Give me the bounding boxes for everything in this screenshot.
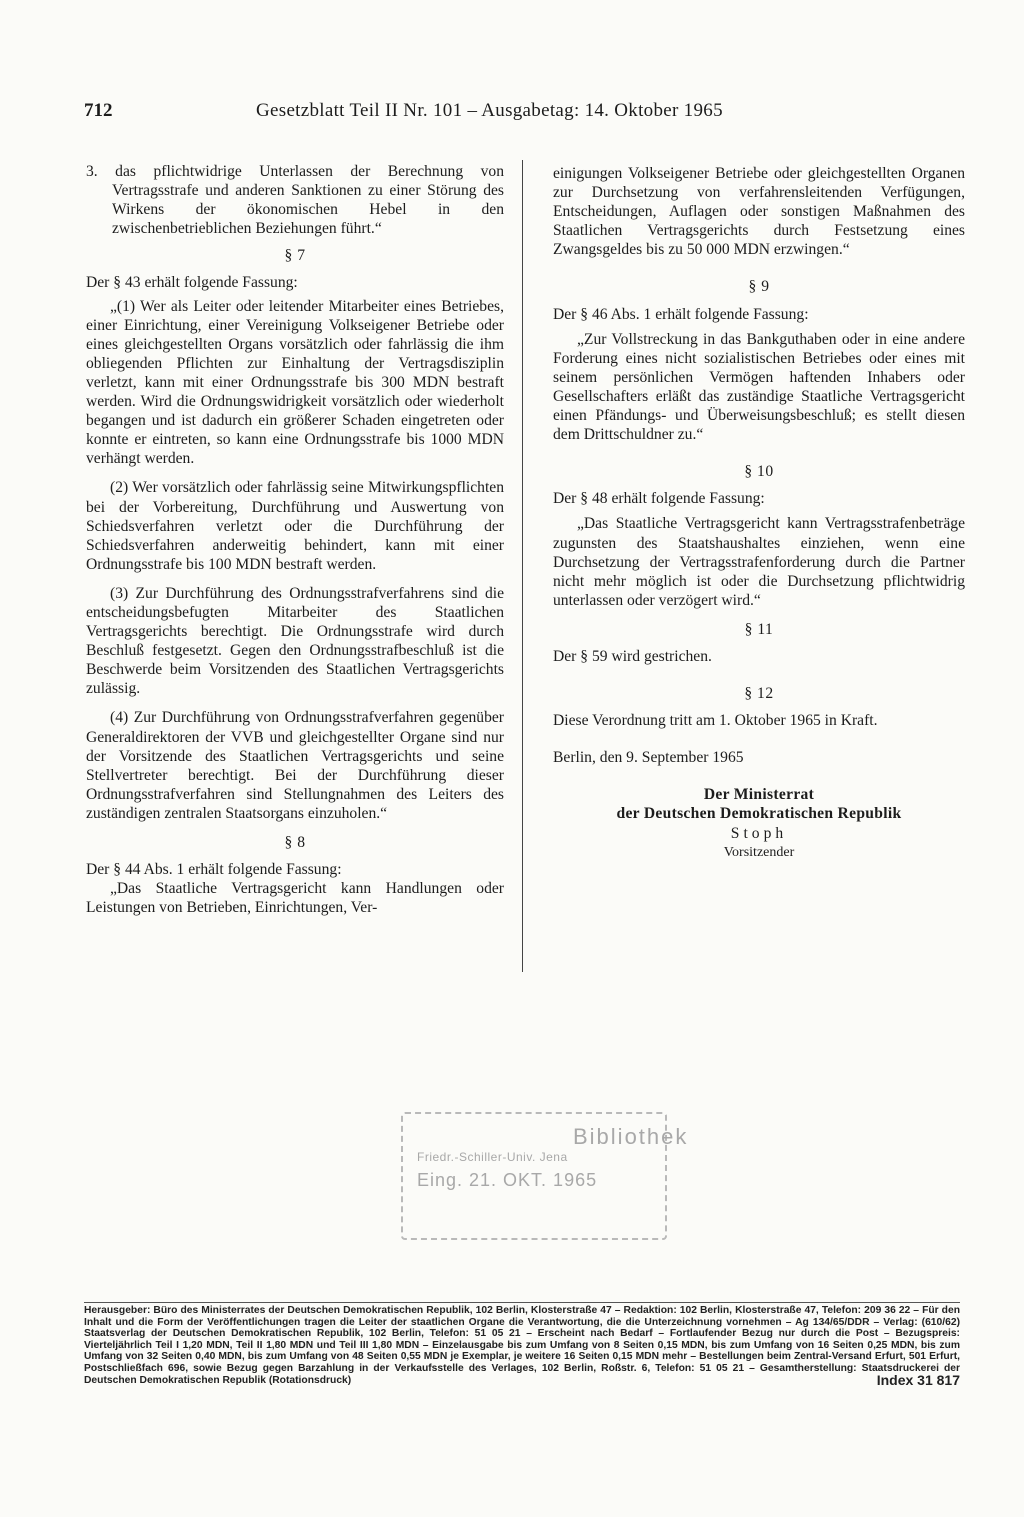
publisher-imprint — [84, 1302, 960, 1386]
section-11-heading: § 11 — [744, 620, 774, 638]
gazette-title: Gesetzblatt Teil II Nr. 101 – Ausgabetag: 14. Oktober 1965 — [256, 100, 723, 121]
date-line: Berlin, den 9. September 1965 — [553, 749, 744, 767]
section-10-intro: Der § 48 erhält folgende Fassung: — [553, 490, 765, 508]
section-11-text: Der § 59 wird gestrichen. — [553, 647, 712, 665]
item-3-text: 3. das pflichtwidrige Unterlassen der Berechnung von Vertragsstrafe und anderen Sanktionen zu einer Störung des Wirkens der ökonomischen Hebel in den zwischenbetrieblichen Beziehungen führt.“ — [86, 163, 504, 238]
section-8-intro: Der § 44 Abs. 1 erhält folgende Fassung: — [86, 861, 342, 879]
section-10-paragraph-1: „Das Staatliche Vertragsgericht kann Vertragsstrafenbeträge zugunsten des Staatshaushaltes einziehen, wenn eine Durchsetzung der Vertragsstrafenforderung durch die Partner nicht mehr möglich ist oder die Durchsetzung pflichtwidrig unterlassen oder verzögert wird.“ — [553, 515, 965, 609]
index-number: Index 31 817 — [876, 1371, 960, 1388]
section-8-paragraph-1-end: einigungen Volkseigener Betriebe oder gleichgestellten Organen zur Durchsetzung von verfahrensleitenden Verfügungen, Entscheidungen, Auflagen oder sonstigen Maßnahmen des Staatlichen Vertragsgerichts durch Festsetzung eines Zwangsgeldes bis zu 50 000 MDN erzwingen.“ — [553, 165, 965, 259]
section-12-text: Diese Verordnung tritt am 1. Oktober 1965 in Kraft. — [553, 712, 878, 730]
stamp-line-1: Bibliothek — [573, 1124, 689, 1149]
section-10-heading: § 10 — [744, 463, 774, 481]
section-9-heading: § 9 — [748, 278, 770, 296]
stamp-line-2: Friedr.-Schiller-Univ. Jena — [417, 1150, 568, 1164]
section-7-intro: Der § 43 erhält folgende Fassung: — [86, 274, 298, 292]
library-receipt-stamp — [401, 1112, 689, 1240]
section-9-intro: Der § 46 Abs. 1 erhält folgende Fassung: — [553, 305, 809, 323]
column-divider — [522, 160, 523, 972]
section-9-paragraph-1: „Zur Vollstreckung in das Bankguthaben oder in eine andere Forderung eines nicht sozialistischen Betriebes oder eines mit seinem persönlichen Vermögen haftenden Inhabers oder Gesellschafters erläßt das zuständige Staatliche Vertragsgericht einen Pfändungs- und Überweisungsbeschluß; es stellt diesen dem Drittschuldner zu.“ — [553, 330, 965, 444]
section-7-paragraph-3: (3) Zur Durchführung des Ordnungsstrafverfahrens sind die entscheidungsbefugten Mitarbeiter des Staatlichen Vertragsgerichts berechtigt. Die Ordnungsstrafe wird durch Beschluß festgesetzt. Gegen den Ordnungsstrafbeschluß ist die Beschwerde beim Vorsitzenden des Staatlichen Vertragsgerichts zulässig. — [86, 584, 504, 698]
section-8-paragraph-1-start: „Das Staatliche Vertragsgericht kann Handlungen oder Leistungen von Betrieben, Einrichtungen, Ver- — [86, 880, 504, 917]
right-column — [553, 164, 965, 862]
section-7-paragraph-4: (4) Zur Durchführung von Ordnungsstrafverfahren gegenüber Generaldirektoren der VVB und gleichgestellter Organe sind nur der Vorsitzende des Staatlichen Vertragsgerichts und seine Stellvertreter berechtigt. Bei der Durchführung dieser Ordnungsstrafverfahren sind Stellungnahmen des Leiters des zuständigen zentralen Staatsorgans einzuholen.“ — [86, 709, 504, 822]
signature-republic: der Deutschen Demokratischen Republik — [616, 805, 902, 823]
section-8-heading: § 8 — [284, 834, 306, 851]
section-7-paragraph-2: (2) Wer vorsätzlich oder fahrlässig seine Mitwirkungspflichten bei der Vorbereitung, Durchführung und Auswertung von Schiedsverfahren verletzt oder die Durchführung der Schiedsverfahren anderweitig behindert, kann mit einer Ordnungsstrafe bis 100 MDN bestraft werden. — [86, 479, 504, 573]
signatory-role: Vorsitzender — [723, 844, 795, 860]
signature-ministerrat: Der Ministerrat — [703, 786, 815, 804]
section-12-heading: § 12 — [744, 685, 774, 703]
page-header — [84, 100, 774, 128]
section-7-heading: § 7 — [284, 247, 306, 265]
page-number: 712 — [84, 100, 113, 121]
left-column — [86, 162, 504, 917]
imprint-text: Herausgeber: Büro des Ministerrates der Deutschen Demokratischen Republik, 102 Berlin, Klosterstraße 47 – Redaktion: 102 Berlin, Klosterstraße 47, Telefon: 209 36 22 – Für den Inhalt und die Form der Veröffentlichungen tragen die Leiter der staatlichen Organe die Verantwortung, die die Unterzeichnung vornehmen – Ag 134/65/DDR – Verlag: (610/62) Staatsverlag der Deutschen Demokratischen Republik, 102 Berlin, Telefon: 51 05 21 – Erscheint nach Bedarf – Fortlaufender Bezug nur durch die Post – Bezugspreis: Vierteljährlich Teil I 1,20 MDN, Teil II 1,80 MDN und Teil III 1,80 MDN – Einzelausgabe bis zum Umfang von 8 Seiten 0,15 MDN, bis zum Umfang von 16 Seiten 0,25 MDN, bis zum Umfang von 32 Seiten 0,40 MDN, bis zum Umfang von 48 Seiten 0,55 MDN je Exemplar, je weitere 16 Seiten 0,15 MDN mehr – Bestellungen beim Zentral-Versand Erfurt, 501 Erfurt, Postschließfach 696, sowie Bezug gegen Barzahlung in der Verkaufsstelle des Verlages, 102 Berlin, Roßstr. 6, Telefon: 51 05 21 – Gesamtherstellung: Staatsdruckerei der Deutschen Demokratischen Republik (Rotationsdruck) — [84, 1305, 960, 1386]
signatory-name: Stoph — [730, 824, 788, 842]
stamp-line-3: Eing. 21. OKT. 1965 — [417, 1170, 598, 1190]
section-7-paragraph-1: „(1) Wer als Leiter oder leitender Mitarbeiter eines Betriebes, einer Einrichtung, einer Vereinigung Volkseigener Betriebe oder eines gleichgestellten Organs vorsätzlich oder fahrlässig die ihm obliegenden Pflichten zur Einhaltung der Vertragsdisziplin verletzt, kann mit einer Ordnungsstrafe bis 300 MDN bestraft werden. Wird die Ordnungswidrigkeit vorsätzlich oder wiederholt begangen und ist dadurch ein größerer Schaden eingetreten oder konnte er eintreten, so kann eine Ordnungsstrafe bis 1000 MDN verhängt werden. — [86, 297, 504, 468]
